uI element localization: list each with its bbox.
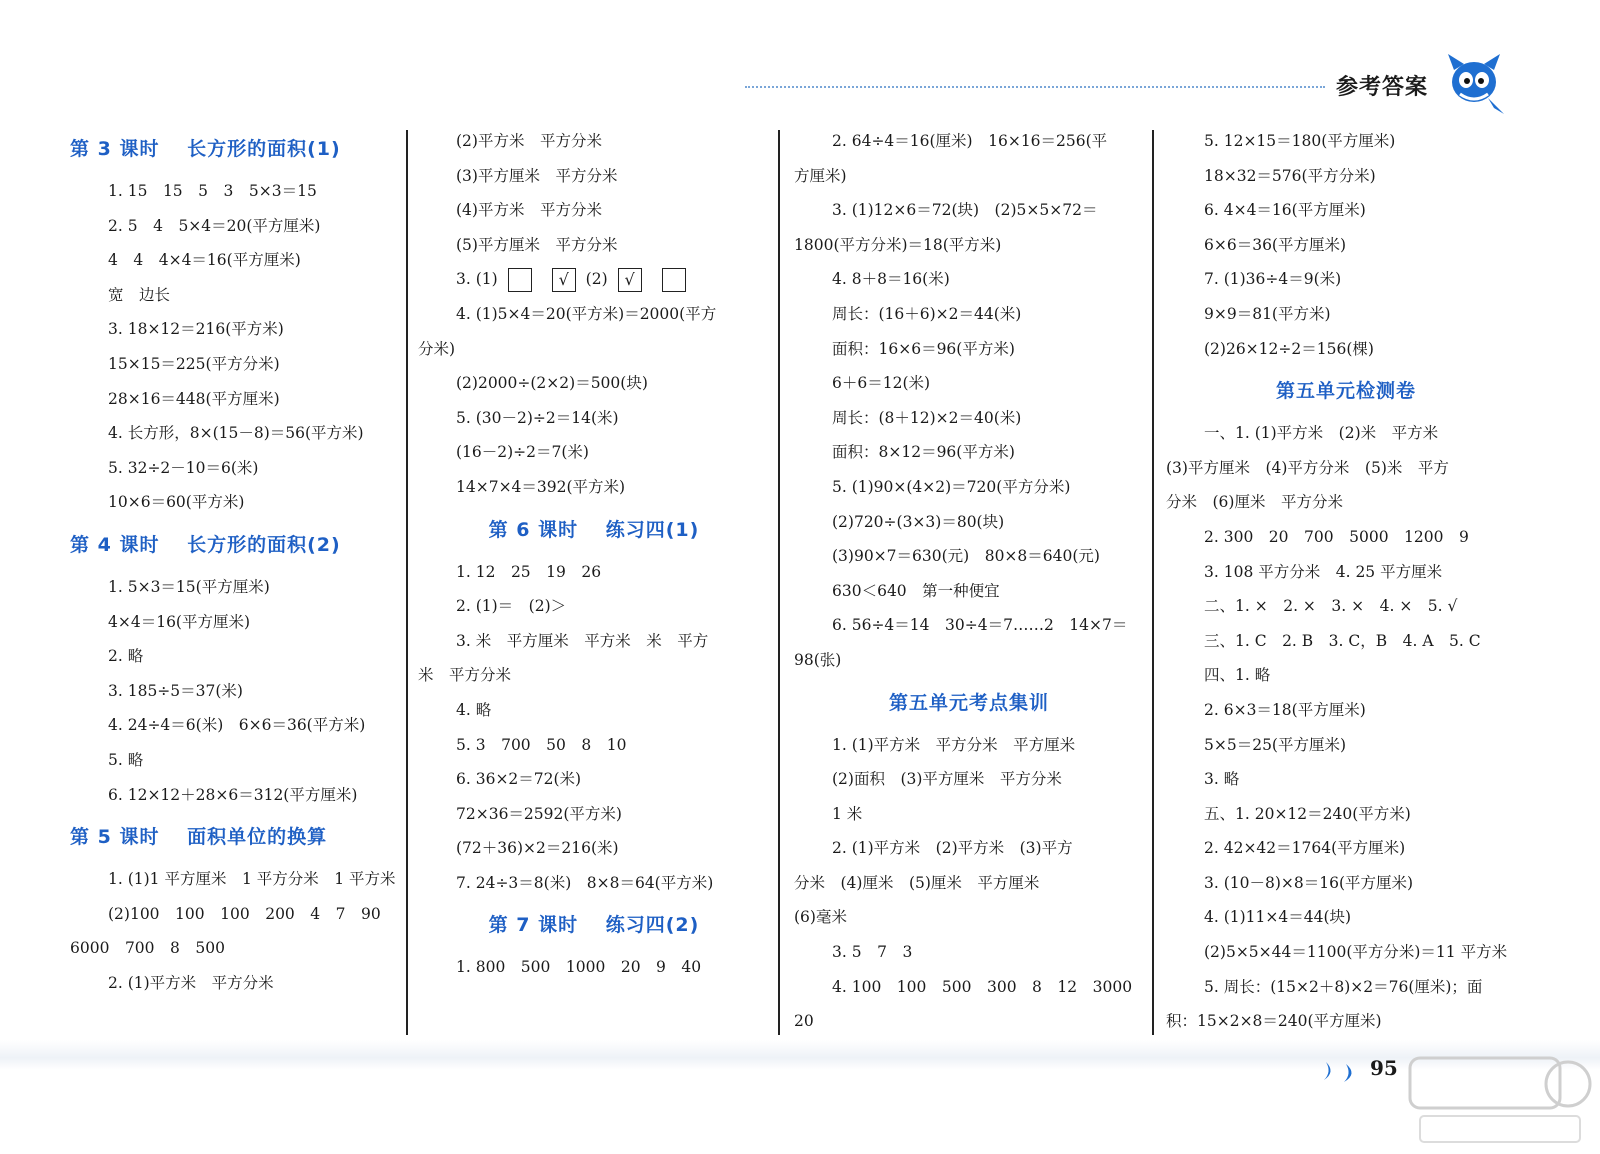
answer-line: 1. 5×3＝15(平方厘米)	[108, 577, 270, 596]
column-divider	[406, 130, 408, 1035]
answer-line: 4. 略	[456, 700, 492, 719]
answer-line-checkboxes	[418, 262, 770, 297]
answer-line: (6)毫米	[794, 908, 847, 927]
answer-line: 1 米	[832, 804, 863, 823]
answer-line: 4 4 4×4＝16(平方厘米)	[108, 251, 301, 270]
answer-line: (2)26×12÷2＝156(棵)	[1204, 339, 1374, 358]
answer-line: 9×9＝81(平方米)	[1204, 304, 1331, 323]
answer-line: 6000 700 8 500	[70, 939, 225, 958]
section-heading: 第 6 课时 练习四(1)	[488, 518, 700, 541]
answer-line: 米 平方分米	[418, 666, 512, 685]
answer-line: 3. 略	[1204, 770, 1240, 789]
answer-line: 一、1. (1)平方米 (2)米 平方米	[1204, 424, 1439, 443]
answer-line: 28×16＝448(平方厘米)	[108, 389, 280, 408]
answer-checkbox: √	[618, 268, 642, 292]
answer-line: (3)平方厘米 (4)平方分米 (5)米 平方	[1166, 458, 1449, 477]
answer-line: 3. 5 7 3	[832, 943, 913, 962]
answer-checkbox	[662, 268, 686, 292]
header-title: 参考答案	[1336, 75, 1429, 100]
answer-line: (3)90×7＝630(元) 80×8＝640(元)	[832, 547, 1100, 566]
watermark-logo-icon	[1400, 1050, 1595, 1150]
section-heading: 第五单元考点集训	[888, 691, 1049, 714]
section-heading: 第 5 课时 面积单位的换算	[70, 826, 328, 849]
answer-line: 4. (1)11×4＝44(块)	[1204, 908, 1352, 927]
answer-line: 98(张)	[794, 650, 842, 669]
answer-line: 2. 64÷4＝16(厘米) 16×16＝256(平	[832, 132, 1108, 150]
answer-line: 6. 36×2＝72(米)	[456, 770, 582, 789]
answer-line: (2)面积 (3)平方厘米 平方分米	[832, 770, 1062, 789]
answer-line: 宽 边长	[108, 285, 171, 304]
answer-line: 四、1. 略	[1204, 666, 1271, 685]
answer-line: 三、1. C 2. B 3. C，B 4. A 5. C	[1204, 631, 1481, 650]
answer-line: 20	[794, 1012, 814, 1031]
answer-column-4	[1166, 124, 1526, 1044]
answer-line: (4)平方米 平方分米	[456, 201, 602, 220]
answer-line: (72＋36)×2＝216(米)	[456, 839, 619, 858]
header-dotted-rule	[745, 86, 1325, 88]
answer-line: (2)100 100 100 200 4 7 90	[108, 904, 381, 923]
mascot-icon	[1438, 48, 1510, 120]
answer-line: 面积：8×12＝96(平方米)	[832, 443, 1015, 462]
answer-line: 分米 (6)厘米 平方分米	[1166, 493, 1343, 512]
answer-line: 7. 24÷3＝8(米) 8×8＝64(平方米)	[456, 873, 714, 892]
answer-line: (2)720÷(3×3)＝80(块)	[832, 512, 1005, 531]
section-heading: 第 4 课时 长方形的面积(2)	[70, 533, 341, 556]
answer-line: 5. (1)90×(4×2)＝720(平方分米)	[832, 477, 1071, 496]
answer-checkbox	[508, 268, 532, 292]
answer-line: 72×36＝2592(平方米)	[456, 804, 622, 823]
answer-line: 2. 6×3＝18(平方厘米)	[1204, 700, 1366, 719]
answer-checkbox: √	[552, 268, 576, 292]
answer-column-3	[794, 124, 1144, 1044]
answer-line: 5×5＝25(平方厘米)	[1204, 735, 1347, 754]
answer-line: (2)5×5×44＝1100(平方分米)＝11 平方米	[1204, 943, 1508, 962]
answer-line: 4. 8＋8＝16(米)	[832, 270, 950, 289]
answer-line: 3. 米 平方厘米 平方米 米 平方	[456, 631, 709, 650]
answer-line: 5. 12×15＝180(平方厘米)	[1204, 132, 1396, 150]
answer-line: 630＜640 第一种便宜	[832, 581, 1000, 600]
crescent-moons-icon	[1316, 1058, 1366, 1084]
answer-line: 5. 略	[108, 750, 144, 769]
answer-line: 5. 周长：(15×2＋8)×2＝76(厘米)；面	[1204, 977, 1483, 996]
answer-line: 6×6＝36(平方厘米)	[1204, 235, 1347, 254]
page-number: 95	[1370, 1056, 1398, 1080]
answer-line: 4×4＝16(平方厘米)	[108, 612, 251, 631]
answer-text: (2)	[585, 270, 608, 289]
answer-line: 2. 42×42＝1764(平方厘米)	[1204, 839, 1406, 858]
answer-line: 4. 长方形，8×(15－8)＝56(平方米)	[108, 424, 364, 443]
answer-line: (16－2)÷2＝7(米)	[456, 443, 589, 462]
answer-column-1	[70, 124, 400, 1044]
answer-line: 6. 4×4＝16(平方厘米)	[1204, 201, 1366, 220]
section-heading: 第五单元检测卷	[1275, 380, 1416, 403]
answer-line: 分米)	[418, 339, 456, 358]
answer-line: 分米 (4)厘米 (5)厘米 平方厘米	[794, 873, 1040, 892]
answer-line: 3. 108 平方分米 4. 25 平方厘米	[1204, 562, 1443, 581]
section-heading: 第 3 课时 长方形的面积(1)	[70, 138, 341, 160]
answer-column-2	[418, 124, 770, 1044]
answer-line: 14×7×4＝392(平方米)	[456, 477, 626, 496]
answer-line: 2. 5 4 5×4＝20(平方厘米)	[108, 216, 321, 235]
answer-line: 3. 185÷5＝37(米)	[108, 681, 243, 700]
answer-line: 1800(平方分米)＝18(平方米)	[794, 235, 1002, 254]
answer-line: 周长：(8＋12)×2＝40(米)	[832, 408, 1022, 427]
answer-line: 18×32＝576(平方分米)	[1204, 166, 1376, 185]
answer-line: 5. 32÷2－10＝6(米)	[108, 458, 259, 477]
column-divider	[778, 130, 780, 1035]
answer-line: 1. 15 15 5 3 5×3＝15	[108, 182, 317, 200]
section-heading: 第 7 课时 练习四(2)	[488, 914, 700, 937]
answer-line: 6. 56÷4＝14 30÷4＝7……2 14×7＝	[832, 616, 1128, 635]
answer-line: 7. (1)36÷4＝9(米)	[1204, 270, 1342, 289]
answer-line: 面积：16×6＝96(平方米)	[832, 339, 1015, 358]
answer-line: 5. (30－2)÷2＝14(米)	[456, 408, 619, 427]
answer-line: 积：15×2×8＝240(平方厘米)	[1166, 1012, 1382, 1031]
column-divider	[1152, 130, 1154, 1035]
answer-line: 15×15＝225(平方分米)	[108, 354, 280, 373]
answer-line: 10×6＝60(平方米)	[108, 493, 245, 512]
answer-line: 1. 12 25 19 26	[456, 562, 602, 581]
answer-line: 4. (1)5×4＝20(平方米)＝2000(平方	[456, 304, 717, 323]
answer-line: 五、1. 20×12＝240(平方米)	[1204, 804, 1411, 823]
answer-line: 2. (1)平方米 平方分米	[108, 973, 274, 992]
answer-line: 2. 略	[108, 647, 144, 666]
answer-line: 4. 24÷4＝6(米) 6×6＝36(平方米)	[108, 716, 366, 735]
answer-line: 2. (1)＝ (2)＞	[456, 597, 567, 616]
answer-line: 5. 3 700 50 8 10	[456, 735, 627, 754]
answer-line: 方厘米)	[794, 166, 847, 185]
answer-line: 周长：(16＋6)×2＝44(米)	[832, 304, 1022, 323]
answer-line: (2)2000÷(2×2)＝500(块)	[456, 374, 648, 393]
answer-line: 1. (1)1 平方厘米 1 平方分米 1 平方米	[108, 870, 396, 889]
answer-line: (2)平方米 平方分米	[456, 132, 602, 150]
answer-line: 3. (10－8)×8＝16(平方厘米)	[1204, 873, 1414, 892]
answer-line: 4. 100 100 500 300 8 12 3000	[832, 977, 1133, 996]
answer-line: 1. (1)平方米 平方分米 平方厘米	[832, 735, 1076, 754]
answer-line: 3. (1)12×6＝72(块) (2)5×5×72＝	[832, 201, 1098, 220]
answer-line: 二、1. × 2. × 3. × 4. × 5. √	[1204, 597, 1458, 616]
answer-line: 2. 300 20 700 5000 1200 9	[1204, 527, 1469, 546]
answer-line: (3)平方厘米 平方分米	[456, 166, 618, 185]
answer-line: 6＋6＝12(米)	[832, 374, 931, 393]
answer-line: 6. 12×12＋28×6＝312(平方厘米)	[108, 785, 358, 804]
answer-line: 1. 800 500 1000 20 9 40	[456, 958, 702, 977]
answer-line: (5)平方厘米 平方分米	[456, 235, 618, 254]
answer-line: 2. (1)平方米 (2)平方米 (3)平方	[832, 839, 1073, 858]
answer-line: 3. 18×12＝216(平方米)	[108, 320, 284, 339]
answer-text: 3. (1)	[456, 270, 498, 289]
